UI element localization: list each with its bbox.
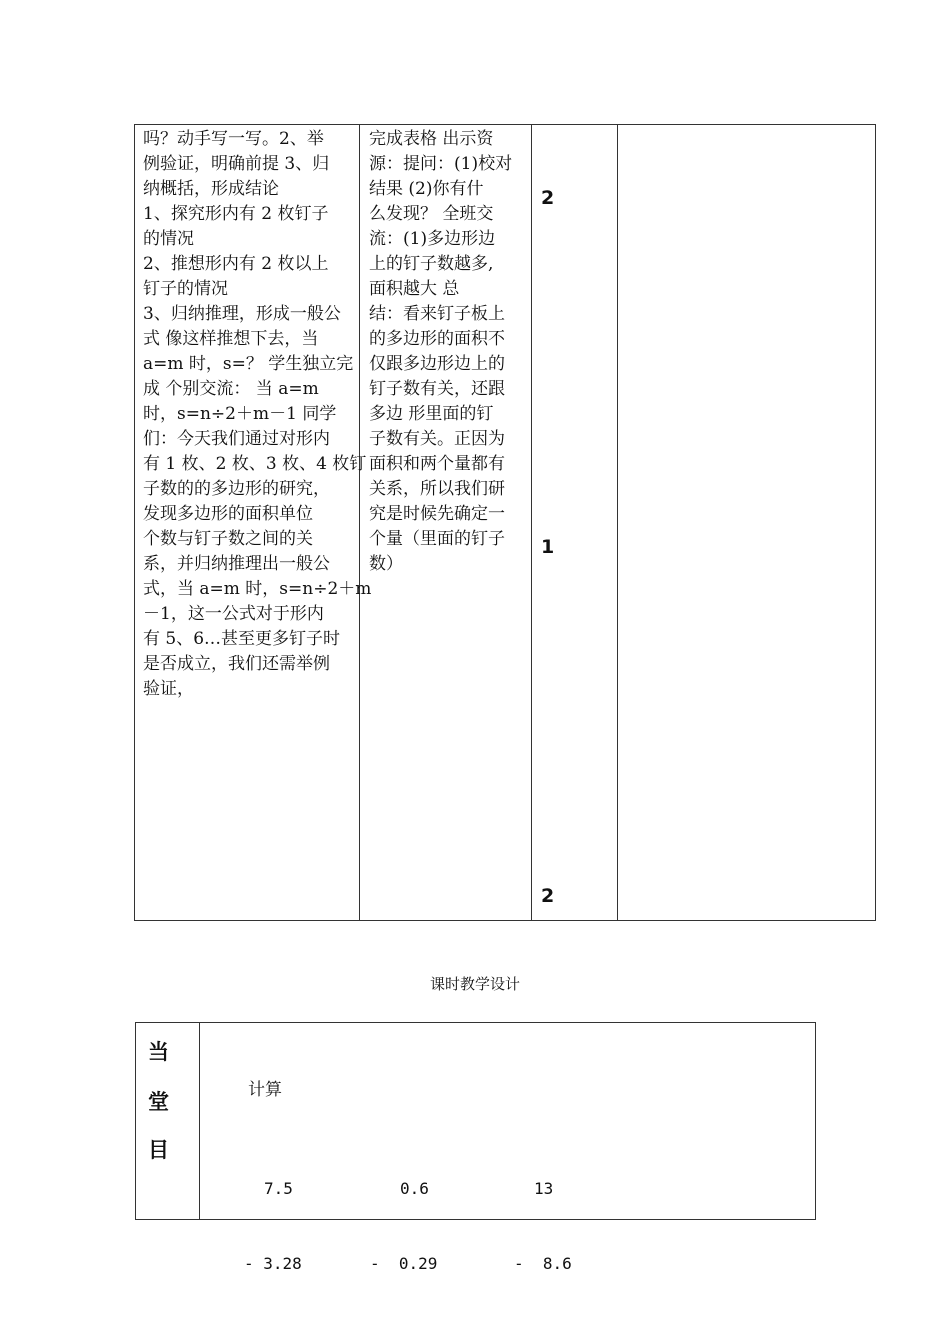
text-line: 子数的的多边形的研究， — [143, 479, 330, 499]
heading-char: 目 — [148, 1138, 169, 1162]
text-line: 结果 (2)你有什 — [369, 179, 484, 199]
text-line: 成 个别交流： 当 a=m — [143, 379, 319, 399]
text-line: 有 1 枚、2 枚、3 枚、4 枚钉 — [143, 454, 367, 474]
text-line: 有 5、6…甚至更多钉子时 — [143, 629, 341, 649]
text-line: 钉子的情况 — [143, 279, 228, 299]
text-line: 例验证，明确前提 3、归 — [143, 154, 330, 174]
text-line: 个量（里面的钉子 — [369, 529, 505, 549]
text-line: －1，这一公式对于形内 — [143, 604, 324, 624]
text-line: 时，s=n÷2＋m－1 同学 — [143, 404, 337, 424]
minuend: 7.5 — [264, 1179, 293, 1198]
text-line: 的情况 — [143, 229, 194, 249]
time-value: 2 — [541, 885, 555, 907]
time-column — [532, 125, 618, 920]
subtrahend: - 8.6 — [514, 1254, 572, 1273]
vertical-heading — [136, 1023, 200, 1219]
notes-column — [618, 125, 875, 920]
subtraction-problem — [244, 1126, 322, 1326]
text-line: 么发现？ 全班交 — [369, 204, 494, 224]
text-line: 结：看来钉子板上 — [369, 304, 505, 324]
calculation-label: 计算 — [248, 1080, 282, 1100]
text-line: 究是时候先确定一 — [369, 504, 505, 524]
heading-char: 堂 — [148, 1090, 169, 1114]
subtrahend: - 0.29 — [370, 1254, 438, 1273]
practice-table — [135, 1022, 816, 1273]
text-line: 多边 形里面的钉 — [369, 404, 494, 424]
text-line: 面积和两个量都有 — [369, 454, 505, 474]
teaching-content-text — [143, 127, 372, 702]
text-line: 完成表格 出示资 — [369, 129, 494, 149]
text-line: 个数与钉子数之间的关 — [143, 529, 313, 549]
text-line: 面积越大 总 — [369, 279, 460, 299]
text-line: 吗？动手写一写。2、举 — [143, 129, 324, 149]
text-line: 钉子数有关，还跟 — [369, 379, 505, 399]
minuend: 0.6 — [400, 1179, 429, 1198]
text-line: 1、探究形内有 2 枚钉子 — [143, 204, 329, 224]
text-line: 们：今天我们通过对形内 — [143, 429, 330, 449]
text-line: 纳概括，形成结论 — [143, 179, 279, 199]
text-line: 的多边形的面积不 — [369, 329, 505, 349]
text-line: 关系，所以我们研 — [369, 479, 505, 499]
text-line: 源：提问：(1)校对 — [369, 154, 513, 174]
text-line: 流：(1)多边形边 — [369, 229, 496, 249]
subtraction-problem — [370, 1126, 458, 1326]
heading-char: 当 — [148, 1040, 169, 1064]
text-line: 发现多边形的面积单位 — [143, 504, 313, 524]
text-line: 是否成立，我们还需举例 — [143, 654, 330, 674]
minuend: 13 — [534, 1179, 554, 1198]
section-caption: 课时教学设计 — [429, 975, 520, 993]
lesson-process-table — [134, 124, 876, 921]
teaching-content-column — [135, 125, 372, 920]
text-line: 3、归纳推理，形成一般公 — [143, 304, 341, 324]
text-line: 子数有关。正因为 — [369, 429, 505, 449]
student-activity-text — [369, 127, 525, 577]
student-activity-column — [360, 125, 532, 920]
time-value: 2 — [541, 187, 555, 209]
time-value: 1 — [541, 536, 555, 558]
text-line: 数） — [369, 554, 403, 574]
text-line: 系，并归纳推理出一般公 — [143, 554, 330, 574]
subtraction-problem — [514, 1126, 592, 1326]
text-line: 上的钉子数越多, — [369, 254, 494, 274]
text-line: 2、推想形内有 2 枚以上 — [143, 254, 329, 274]
text-line: 验证， — [143, 679, 194, 699]
text-line: a=m 时，s=？ 学生独立完 — [143, 354, 354, 374]
text-line: 式，当 a=m 时，s=n÷2＋m — [143, 579, 372, 599]
text-line: 仅跟多边形边上的 — [369, 354, 505, 374]
text-line: 式 像这样推想下去，当 — [143, 329, 319, 349]
subtrahend: - 3.28 — [244, 1254, 302, 1273]
